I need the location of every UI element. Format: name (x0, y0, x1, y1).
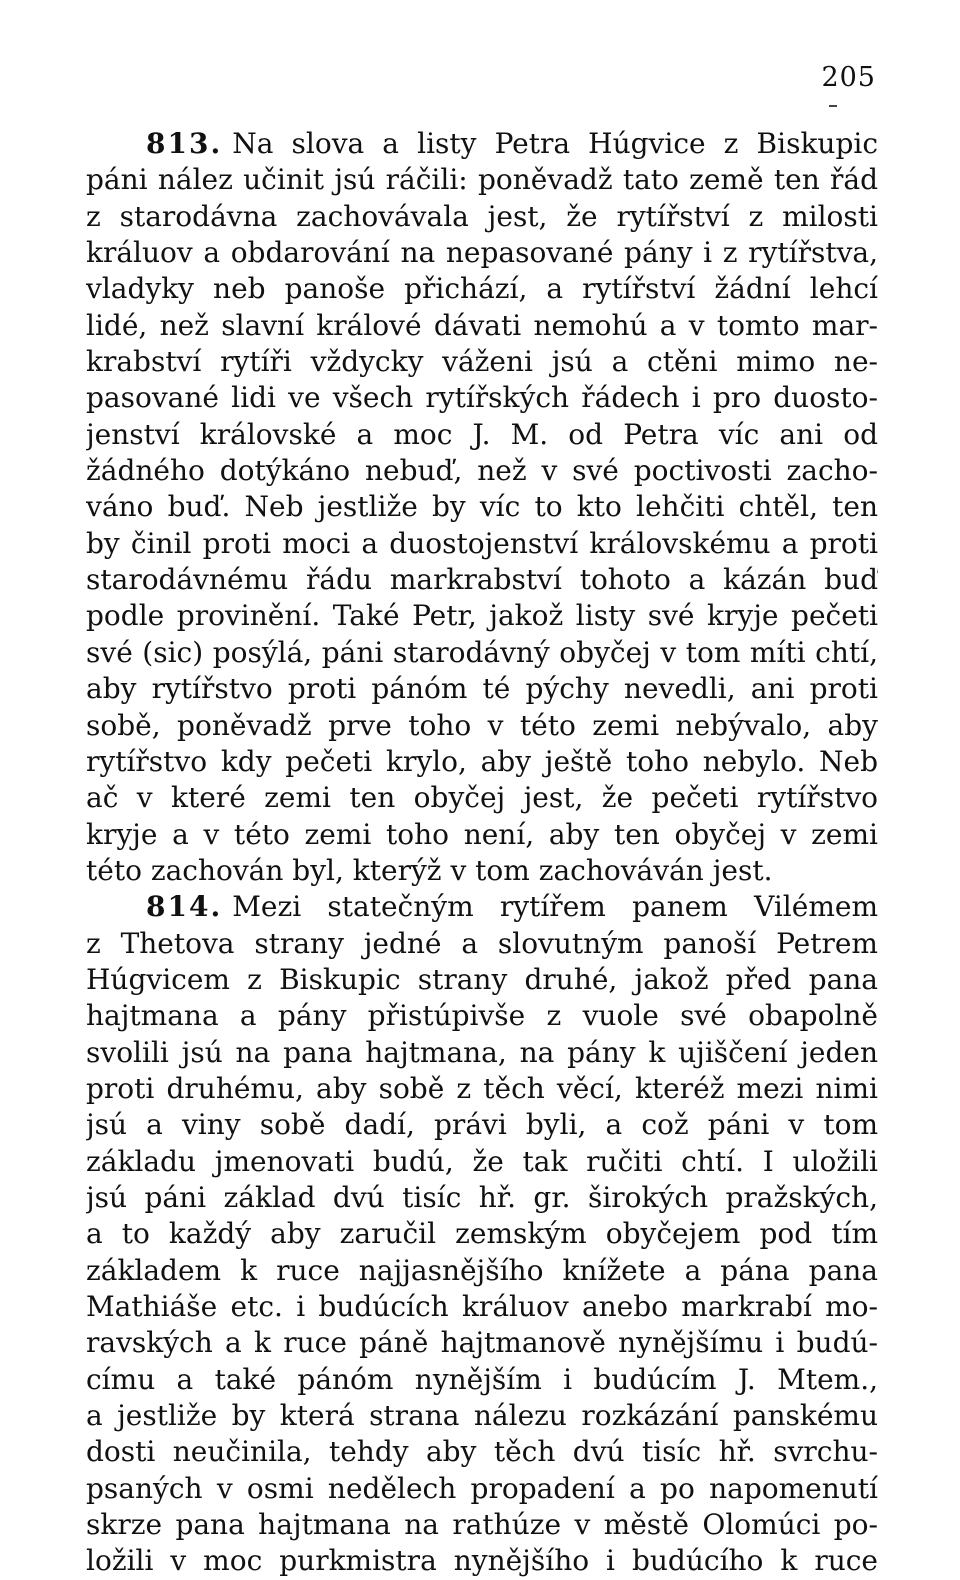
text-line (86, 199, 878, 235)
line-text: své (sic) posýlá, páni starodávný obyčej v tom míti chtí, (86, 635, 878, 669)
text-line (86, 1253, 878, 1289)
text-line (86, 671, 878, 707)
text-line (86, 744, 878, 780)
line-text: Mezi statečným rytířem panem Vilémem (232, 890, 878, 924)
line-text: a to každý aby zaručil zemským obyčejem pod tím (86, 1217, 878, 1251)
line-text: základu jmenovati budú, že tak ručiti chtí. I uložili (86, 1144, 878, 1178)
line-text: váno buď. Neb jestliže by víc to kto lehčiti chtěl, ten (86, 490, 878, 524)
text-line (86, 817, 878, 853)
text-line (86, 1071, 878, 1107)
text-line (86, 1507, 878, 1543)
line-text: proti druhému, aby sobě z těch věcí, kteréž mezi nimi (86, 1071, 878, 1105)
line-text: rytířstvo kdy pečeti krylo, aby ještě toho nebylo. Neb (86, 744, 878, 778)
text-line (86, 380, 878, 416)
line-text: ravských a k ruce páně hajtmanově nynějšímu i budú- (86, 1326, 878, 1360)
text-line (86, 1471, 878, 1507)
text-line (86, 308, 878, 344)
section-number: 813. (146, 127, 223, 160)
line-text: krabství rytíři vždycky váženi jsú a ctěni mimo ne- (86, 345, 878, 379)
page-number: 205 (821, 62, 876, 93)
text-line (86, 453, 878, 489)
text-line (86, 126, 878, 162)
text-line (86, 1107, 878, 1143)
line-text: jsú páni základ dvú tisíc hř. gr. širokých pražských, (86, 1180, 878, 1214)
text-line (86, 780, 878, 816)
line-text: Húgvicem z Biskupic strany druhé, jakož před pana (86, 962, 878, 996)
text-line (86, 526, 878, 562)
text-line (86, 417, 878, 453)
text-line (86, 1144, 878, 1180)
line-text: ač v které zemi ten obyčej jest, že pečeti rytířstvo (86, 781, 878, 815)
line-text: by činil proti moci a duostojenství královskému a proti (86, 526, 878, 560)
text-line (86, 1398, 878, 1434)
line-text: sobě, poněvadž prve toho v této zemi nebývalo, aby (86, 708, 878, 742)
line-text: psaných v osmi nedělech propadení a po napomenutí (86, 1471, 878, 1505)
line-text: z Thetova strany jedné a slovutným panoší Petrem (86, 926, 878, 960)
text-line (86, 998, 878, 1034)
line-text: králuov a obdarování na nepasované pány i z rytířstva, (86, 236, 878, 270)
text-line (86, 926, 878, 962)
line-text: lidé, než slavní králové dávati nemohú a v tomto mar- (86, 308, 878, 342)
line-text: kryje a v této zemi toho není, aby ten obyčej v zemi (86, 817, 878, 851)
text-line (86, 562, 878, 598)
line-text: vladyky neb panoše přichází, a rytířství žádní lehcí (86, 272, 878, 306)
body-text (86, 126, 878, 1580)
line-text: Mathiáše etc. i budúcích králuov anebo markrabí mo- (86, 1290, 878, 1323)
text-line (86, 489, 878, 525)
text-line (86, 1289, 878, 1325)
line-text: základem k ruce najjasnějšího knížete a pána pana (86, 1253, 878, 1287)
line-text: svolili jsú na pana hajtmana, na pány k ujiščení jeden (86, 1035, 878, 1069)
line-text: skrze pana hajtmana na rathúze v městě Olomúci po- (86, 1508, 878, 1542)
line-text: páni nález učinit jsú ráčili: poněvadž tato země ten řád (86, 163, 878, 197)
line-text: címu a také pánóm nynějším i budúcím J. Mtem., (86, 1362, 878, 1396)
text-line (86, 1180, 878, 1216)
line-text: žádného dotýkáno nebuď, než v své poctivosti zacho- (86, 454, 878, 488)
line-text: Na slova a listy Petra Húgvice z Biskupic (232, 127, 878, 160)
line-text: jenství královské a moc J. M. od Petra víc ani od (86, 417, 878, 451)
line-text: aby rytířstvo proti pánóm té pýchy nevedli, ani proti (86, 672, 878, 706)
text-line (86, 271, 878, 307)
line-text: hajtmana a pány přistúpivše z vuole své obapolně (86, 999, 878, 1033)
text-line (86, 1362, 878, 1398)
text-line (86, 962, 878, 998)
line-text: podle provinění. Také Petr, jakož listy své kryje pečeti (86, 599, 878, 633)
line-text: starodávnému řádu markrabství tohoto a kázán buď (86, 563, 878, 597)
text-line (86, 162, 878, 198)
line-text: dosti neučinila, tehdy aby těch dvú tisíc hř. svrchu- (86, 1435, 878, 1469)
text-line (86, 1216, 878, 1252)
text-line (86, 635, 878, 671)
text-line (86, 889, 878, 925)
text-line (86, 598, 878, 634)
text-line (86, 853, 878, 889)
line-text: pasované lidi ve všech rytířských řádech i pro duosto- (86, 381, 878, 415)
text-line (86, 235, 878, 271)
line-text: z starodávna zachovávala jest, že rytířství z milosti (86, 199, 878, 233)
text-line (86, 1325, 878, 1361)
page-mark (829, 105, 837, 107)
text-line (86, 1035, 878, 1071)
section-number: 814. (146, 890, 223, 924)
line-text: ložili v moc purkmistra nynějšího i budúcího k ruce (86, 1544, 878, 1578)
line-text: jsú a viny sobě dadí, právi byli, a což páni v tom (86, 1108, 878, 1142)
text-line (86, 708, 878, 744)
line-text: a jestliže by která strana nálezu rozkázání panskému (86, 1399, 878, 1433)
line-text: této zachován byl, kterýž v tom zachováván jest. (86, 853, 773, 887)
text-line (86, 1434, 878, 1470)
text-line (86, 344, 878, 380)
